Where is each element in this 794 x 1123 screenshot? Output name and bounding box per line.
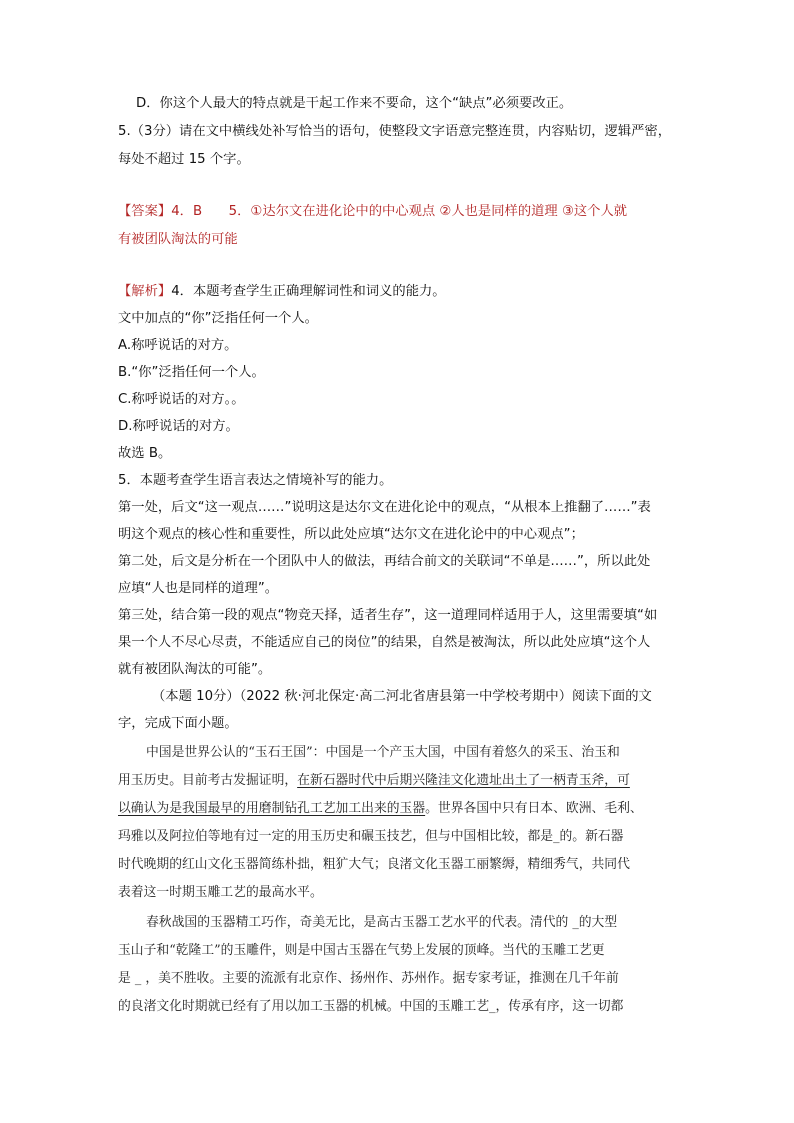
analysis-a1: 文中加点的“你”泛指任何一个人。 (118, 311, 318, 326)
passage-line-4: 玛雅以及阿拉伯等地有过一定的用玉历史和碾玉技艺，但与中国相比较，都是_的。新石器 (118, 829, 624, 844)
analysis-a10: 第二处，后文是分析在一个团队中人的做法，再结合前文的关联词“不单是……”，所以此处 (118, 554, 651, 569)
question-5: 5.（3分）请在文中横线处补写恰当的语句，使整段文字语意完整连贯，内容贴切，逻辑严密， (118, 124, 672, 139)
analysis-a6: 故选 B。 (118, 446, 172, 461)
underlined-sentence: 在新石器时代中后期兴隆洼文化遗址出土了一柄青玉斧，可 (297, 773, 630, 788)
answer-tag: 【答案】 (118, 204, 172, 219)
analysis-a5: D.称呼说话的对方。 (118, 419, 239, 434)
question-header: （本题 10分）（2022 秋·河北保定·高二河北省唐县第一中学校考期中）阅读下面的文 (152, 689, 652, 704)
passage-text: 。世界各国中只有日本、欧洲、毛利、 (425, 801, 643, 816)
answer-line (118, 202, 688, 222)
answer-line-2: 有被团队淘汰的可能 (118, 232, 238, 247)
passage-text: 用玉历史。目前考古发掘证明， (118, 773, 298, 788)
analysis-a4: C.称呼说话的对方。。 (118, 392, 245, 407)
analysis-a2: A.称呼说话的对方。 (118, 338, 238, 353)
option-d: D．你这个人最大的特点就是干起工作来不要命，这个“缺点”必须要改正。 (136, 96, 573, 111)
analysis-a3: B.“你”泛指任何一个人。 (118, 365, 265, 380)
analysis-tag: 【解析】 (118, 284, 172, 299)
analysis-a9: 明这个观点的核心性和重要性，所以此处应填“达尔文在进化论中的中心观点”； (118, 527, 584, 542)
analysis-a12: 第三处，结合第一段的观点“物竞天择，适者生存”，这一道理同样适用于人，这里需要填“如 (118, 608, 658, 623)
passage-line-5: 时代晚期的红山文化玉器简练朴拙，粗犷大气；良渚文化玉器工丽繁缛，精细秀气，共同代 (118, 857, 630, 872)
passage-line-3 (118, 799, 678, 819)
passage-line-10: 的良渚文化时期就已经有了用以加工玉器的机械。中国的玉雕工艺_，传承有序，这一切都 (118, 999, 624, 1014)
analysis-a11: 应填“人也是同样的道理”。 (118, 581, 279, 596)
passage-line-6: 表着这一时期玉雕工艺的最高水平。 (118, 885, 323, 900)
analysis-a13: 果一个人不尽心尽责，不能适应自己的岗位”的结果，自然是被淘汰，所以此处应填“这个人 (118, 635, 651, 650)
passage-line-9: 是 _ ，美不胜收。主要的流派有北京作、扬州作、苏州作。据专家考证，推测在几千年前 (118, 971, 619, 986)
analysis-a7: 5．本题考查学生语言表达之情境补写的能力。 (118, 473, 393, 488)
answer-text: 4．B 5．①达尔文在进化论中的中心观点 ②人也是同样的道理 ③这个人就 (171, 204, 628, 219)
passage-line-7: 春秋战国的玉器精工巧作，奇美无比，是高古玉器工艺水平的代表。清代的 _的大型 (146, 915, 618, 930)
question-5-cont: 每处不超过 15 个字。 (118, 152, 250, 167)
analysis-text: 4．本题考查学生正确理解词性和词义的能力。 (171, 284, 446, 299)
analysis-a14: 就有被团队淘汰的可能”。 (118, 662, 272, 677)
underlined-sentence-cont: 以确认为是我国最早的用磨制钻孔工艺加工出来的玉器 (118, 801, 426, 816)
analysis-line (118, 282, 688, 302)
analysis-a8: 第一处，后文“这一观点……”说明这是达尔文在进化论中的观点，“从根本上推翻了……”表 (118, 500, 651, 515)
question-header-cont: 字，完成下面小题。 (118, 716, 238, 731)
passage-line-1: 中国是世界公认的“玉石王国”：中国是一个产玉大国，中国有着悠久的采玉、治玉和 (146, 745, 620, 760)
passage-line-8: 玉山子和“乾隆工”的玉雕件，则是中国古玉器在气势上发展的顶峰。当代的玉雕工艺更 (118, 943, 605, 958)
passage-line-2 (118, 771, 678, 791)
